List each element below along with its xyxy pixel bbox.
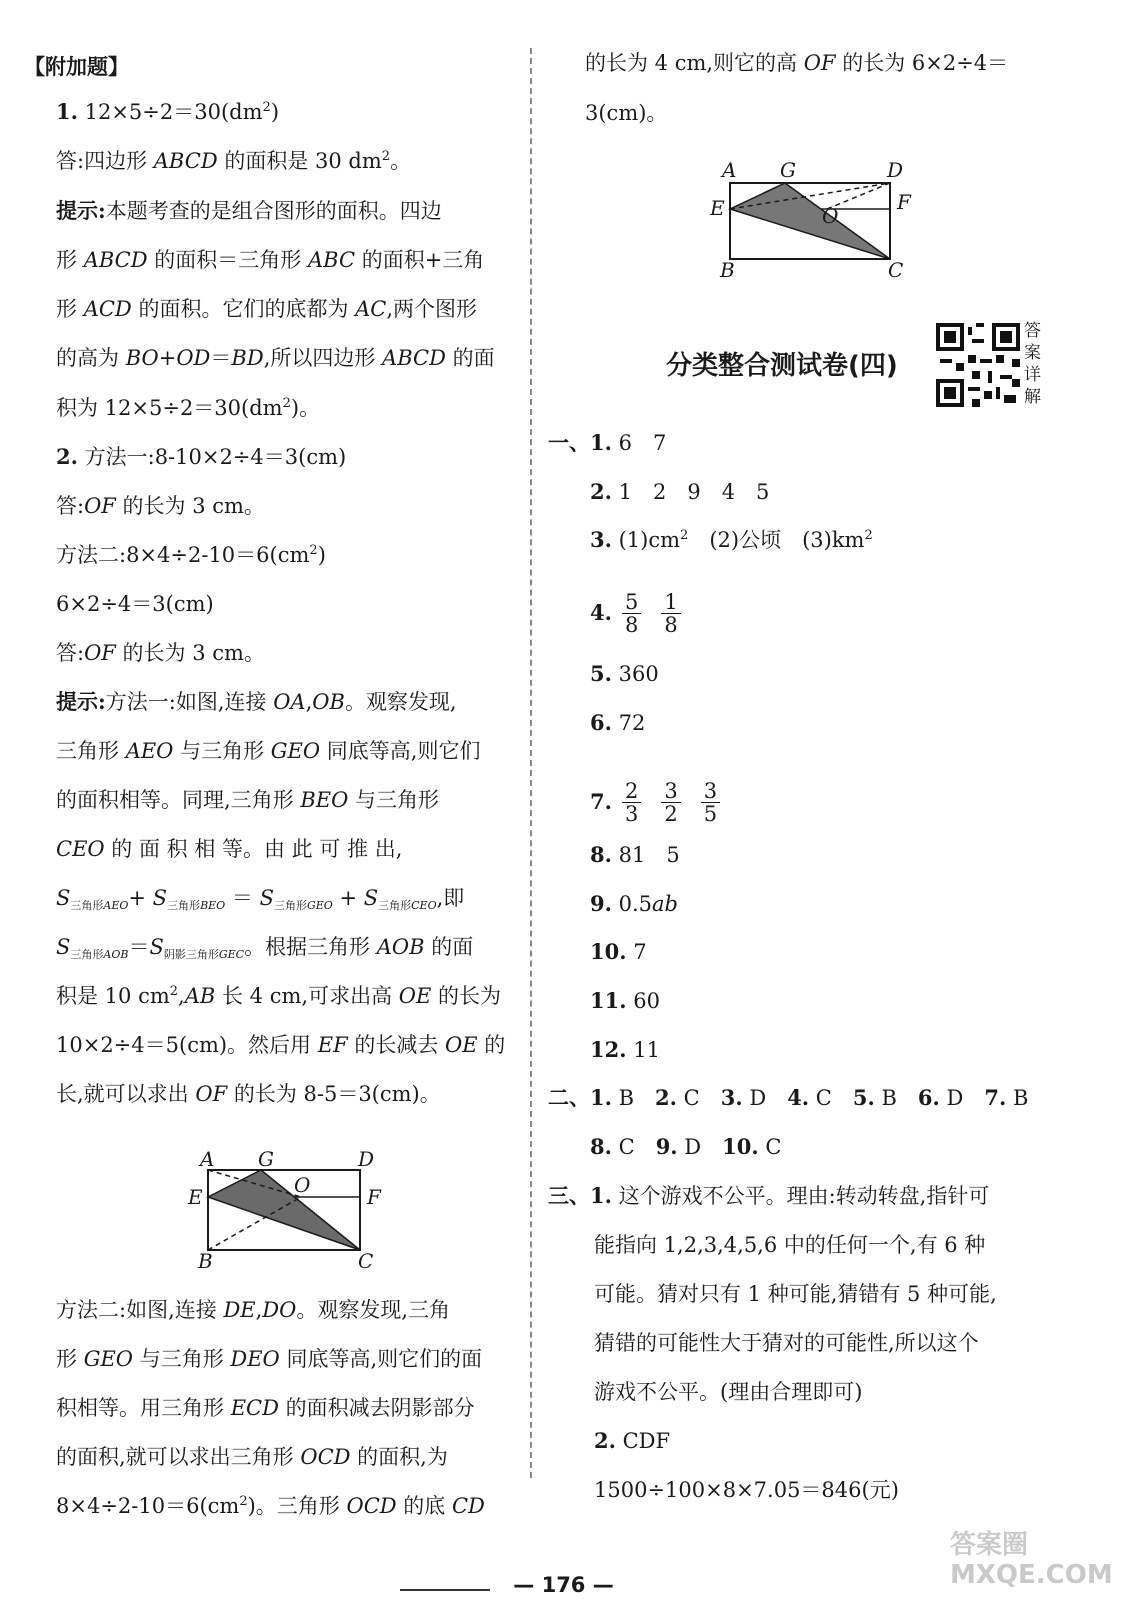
qr-code-icon[interactable] <box>936 323 1020 407</box>
answer-a5: 5. 360 <box>590 661 659 686</box>
section-title: 分类整合测试卷(四) <box>666 351 898 381</box>
answer-a10: 10. 7 <box>590 939 647 964</box>
answer-b1: 二、1. B 2. C 3. D 4. C 5. B 6. D 7. B <box>548 1085 1029 1110</box>
left-line-17: $S_{三角形AEO}+ S_{三角形BEO} = S_{三角形GEO} + S_{三角形CEO}$,即 <box>56 886 465 912</box>
figure2-label-g: G <box>780 158 796 182</box>
answer-4-fraction-2: $\frac{1}{8}$ <box>661 591 680 636</box>
left-line-24: 积相等。用三角形 ECD 的面积减去阴影部分 <box>56 1396 475 1420</box>
answer-a1: 一、1. 6 7 <box>548 430 667 455</box>
left-line-12: 答:OF 的长为 3 cm。 <box>56 641 265 665</box>
left-line-1: 1. $12\times 5\div 2=30(dm^2)$ <box>56 99 280 124</box>
answer-a6: 6. 72 <box>590 710 646 735</box>
figure1-label-b: B <box>198 1249 213 1270</box>
left-line-3: 提示:本题考查的是组合图形的面积。四边 <box>56 198 442 223</box>
figure-method-one <box>180 1150 410 1270</box>
left-line-2: 答:四边形 ABCD 的面积是 30 $dm^2$。 <box>56 149 412 173</box>
answer-4-fraction-1: $\frac{5}{8}$ <box>622 591 641 636</box>
left-line-7: 积为 $12\times 5\div 2=30(dm^2)$。 <box>56 396 321 420</box>
footer-rule-left <box>400 1589 490 1591</box>
figure1-label-o: O <box>294 1173 311 1197</box>
left-line-5: 形 ACD 的面积。它们的底都为 AC,两个图形 <box>56 297 478 321</box>
left-line-25: 的面积,就可以求出三角形 OCD 的面积,为 <box>56 1445 448 1469</box>
figure1-label-g: G <box>258 1150 274 1171</box>
left-line-13: 提示:方法一:如图,连接 OA,OB。观察发现, <box>56 689 457 714</box>
figure2-label-e: E <box>710 196 725 220</box>
left-line-26: $8\times 4\div 2-10=6(cm^2)$。三角形 OCD 的底 CD <box>56 1494 485 1518</box>
left-line-8: 2. 方法一:8-10×2÷4＝3(cm) <box>56 444 347 469</box>
figure2-shaded-triangle <box>730 183 890 259</box>
left-line-21: 长,就可以求出 OF 的长为 8-5＝3(cm)。 <box>56 1082 441 1106</box>
answer-a11: 11. 60 <box>590 988 660 1013</box>
left-line-11: 6×2÷4＝3(cm) <box>56 592 214 616</box>
answer-a2: 2. 1 2 9 4 5 <box>590 479 770 504</box>
right-top-line-2: 3(cm)。 <box>585 101 668 125</box>
answer-a9: 9. 0.5ab <box>590 891 678 916</box>
figure1-shaded-triangle <box>208 1170 360 1250</box>
left-line-22: 方法二:如图,连接 DE,DO。观察发现,三角 <box>56 1298 451 1322</box>
left-line-18: $S_{三角形AOB}=S_{阴影三角形GEC}$。根据三角形 AOB 的面 <box>56 935 474 961</box>
figure1-label-f: F <box>367 1185 381 1209</box>
figure1-label-d: D <box>358 1150 375 1171</box>
answer-c7: 1500÷100×8×7.05＝846(元) <box>594 1478 899 1502</box>
figure1-label-c: C <box>358 1249 374 1270</box>
figure2-label-f: F <box>897 190 911 214</box>
answer-7-fraction-1: $\frac{2}{3}$ <box>622 780 641 825</box>
answer-c2: 能指向 1,2,3,4,5,6 中的任何一个,有 6 种 <box>594 1233 986 1257</box>
figure-method-two <box>705 155 925 285</box>
answer-a3: 3. $(1)cm^2$ (2)公顷 $(3)km^2$ <box>590 527 873 552</box>
answer-b2: 8. C 9. D 10. C <box>590 1134 782 1159</box>
left-line-14: 三角形 AEO 与三角形 GEO 同底等高,则它们 <box>56 739 481 763</box>
answer-7 <box>590 777 730 827</box>
section-header-extra: 【附加题】 <box>24 54 129 79</box>
right-top-line-1: 的长为 4 cm,则它的高 OF 的长为 6×2÷4＝ <box>585 51 1009 75</box>
left-line-23: 形 GEO 与三角形 DEO 同底等高,则它们的面 <box>56 1347 483 1371</box>
left-line-10: 方法二$:8\times 4\div 2-10=6(cm^2)$ <box>56 543 326 567</box>
figure2-label-a: A <box>722 158 737 182</box>
left-line-4: 形 ABCD 的面积＝三角形 ABC 的面积+三角 <box>56 248 485 272</box>
answer-c6: 2. CDF <box>594 1428 671 1453</box>
figure2-label-d: D <box>887 158 904 182</box>
left-line-19: 积是 10 $cm^2,AB$ 长 4 cm,可求出高 OE 的长为 <box>56 984 501 1008</box>
answer-a12: 12. 11 <box>590 1037 660 1062</box>
left-line-6: 的高为 BO+OD＝BD,所以四边形 ABCD 的面 <box>56 346 495 370</box>
watermark: 答案圈 MXQE.COM <box>950 1530 1113 1590</box>
answer-c5: 游戏不公平。(理由合理即可) <box>594 1380 863 1404</box>
qr-label: 答案详解 <box>1024 321 1041 407</box>
answer-c3: 可能。猜对只有 1 种可能,猜错有 5 种可能, <box>594 1282 997 1306</box>
answer-7-fraction-2: $\frac{3}{2}$ <box>661 780 680 825</box>
left-line-9: 答:OF 的长为 3 cm。 <box>56 494 265 518</box>
left-line-20: 10×2÷4＝5(cm)。然后用 EF 的长减去 OE 的 <box>56 1033 506 1057</box>
answer-c4: 猜错的可能性大于猜对的可能性,所以这个 <box>594 1331 979 1355</box>
figure2-label-c: C <box>888 258 904 282</box>
column-divider <box>530 48 532 1478</box>
figure1-label-a: A <box>200 1150 215 1171</box>
figure1-label-e: E <box>188 1185 203 1209</box>
answer-c1: 三、1. 这个游戏不公平。理由:转动转盘,指针可 <box>548 1183 990 1208</box>
answer-4 <box>590 588 691 638</box>
figure2-label-o: O <box>822 204 839 228</box>
answer-a8: 8. 81 5 <box>590 842 680 867</box>
left-line-15: 的面积相等。同理,三角形 BEO 与三角形 <box>56 788 440 812</box>
answer-7-label: 7. <box>590 789 612 814</box>
answer-4-label: 4. <box>590 600 612 625</box>
page-number: — 176 — <box>513 1573 614 1597</box>
answer-7-fraction-3: $\frac{3}{5}$ <box>701 780 720 825</box>
left-line-16: CEO 的 面 积 相 等。由 此 可 推 出, <box>56 837 403 861</box>
figure2-label-b: B <box>720 258 735 282</box>
